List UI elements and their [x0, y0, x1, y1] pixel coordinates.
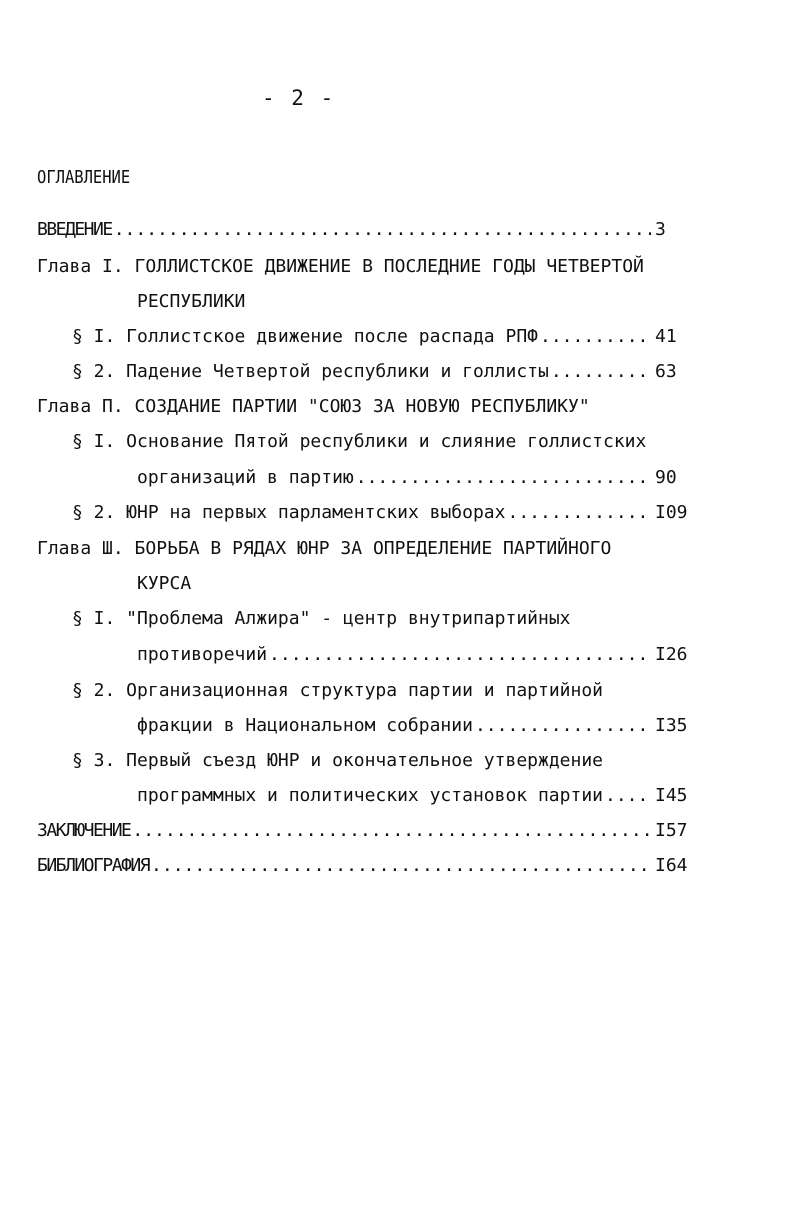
toc-entry-page: I57: [655, 820, 688, 841]
chapter3-section2-line1: § 2. Организационная структура партии и партийной: [72, 680, 604, 701]
leader-dots: [507, 501, 651, 525]
toc-entry-chapter1-section2: [72, 360, 695, 384]
toc-entry-page: I64: [655, 855, 688, 876]
toc-entry-page: I09: [655, 502, 688, 523]
chapter-1-title-line1: Глава I. ГОЛЛИСТСКОЕ ДВИЖЕНИЕ В ПОСЛЕДНИЕ ГОДЫ ЧЕТВЕРТОЙ: [37, 256, 644, 277]
toc-entry-page: 90: [655, 467, 677, 488]
chapter3-section3-line1: § 3. Первый съезд ЮНР и окончательное утверждение: [72, 750, 604, 771]
toc-entry-chapter2-section1: [137, 466, 695, 490]
toc-entry-page: I35: [655, 715, 688, 736]
toc-entry-label: § 2. Падение Четвертой республики и голлисты: [72, 361, 549, 382]
leader-dots: [540, 325, 651, 349]
toc-entry-chapter3-section2: [137, 714, 695, 738]
page-number: - 2 -: [262, 86, 336, 110]
leader-dots: [356, 466, 651, 490]
toc-entry-page: 41: [655, 326, 677, 347]
toc-entry-label: § 2. ЮНР на первых парламентских выборах: [72, 502, 506, 523]
toc-entry-chapter3-section3: [137, 784, 695, 808]
toc-title: ОГЛАВЛЕНИЕ: [37, 167, 131, 188]
toc-entry-page: 63: [655, 361, 677, 382]
leader-dots: [605, 784, 651, 808]
chapter-3-title-line1: Глава Ш. БОРЬБА В РЯДАХ ЮНР ЗА ОПРЕДЕЛЕНИЕ ПАРТИЙНОГО: [37, 538, 612, 559]
toc-entry-page: 3: [655, 219, 666, 240]
chapter3-section1-line1: § I. "Проблема Алжира" - центр внутрипартийных: [72, 608, 571, 629]
chapter2-section1-line1: § I. Основание Пятой республики и слияние голлистских: [72, 431, 647, 452]
toc-entry-label: БИБЛИОГРАФИЯ: [37, 855, 150, 876]
toc-entry-label: ЗАКЛЮЧЕНИЕ: [37, 820, 131, 841]
toc-entry-bibliography: [37, 854, 695, 878]
toc-entry-label: организаций в партию: [137, 467, 354, 488]
toc-entry-chapter3-section1: [137, 643, 695, 667]
leader-dots: [151, 854, 651, 878]
leader-dots: [551, 360, 651, 384]
toc-entry-label: противоречий: [137, 644, 268, 665]
toc-entry-chapter2-section2: [72, 501, 695, 525]
chapter-3-title-line2: КУРСА: [137, 573, 192, 594]
leader-dots: [269, 643, 651, 667]
toc-entry-label: § I. Голлистское движение после распада РПФ: [72, 326, 538, 347]
toc-entry-chapter1-section1: [72, 325, 695, 349]
leader-dots: [475, 714, 651, 738]
toc-entry-label: ВВЕДЕНИЕ: [37, 219, 112, 240]
toc-entry-label: программных и политических установок партии: [137, 785, 603, 806]
leader-dots: [132, 819, 651, 843]
toc-entry-page: I26: [655, 644, 688, 665]
toc-entry-conclusion: [37, 819, 695, 843]
toc-entry-page: I45: [655, 785, 688, 806]
toc-entry-label: фракции в Национальном собрании: [137, 715, 473, 736]
chapter-2-title: Глава П. СОЗДАНИЕ ПАРТИИ "СОЮЗ ЗА НОВУЮ РЕСПУБЛИКУ": [37, 396, 590, 417]
toc-entry-introduction: [37, 218, 695, 242]
leader-dots: [114, 218, 651, 242]
chapter-1-title-line2: РЕСПУБЛИКИ: [137, 291, 246, 312]
